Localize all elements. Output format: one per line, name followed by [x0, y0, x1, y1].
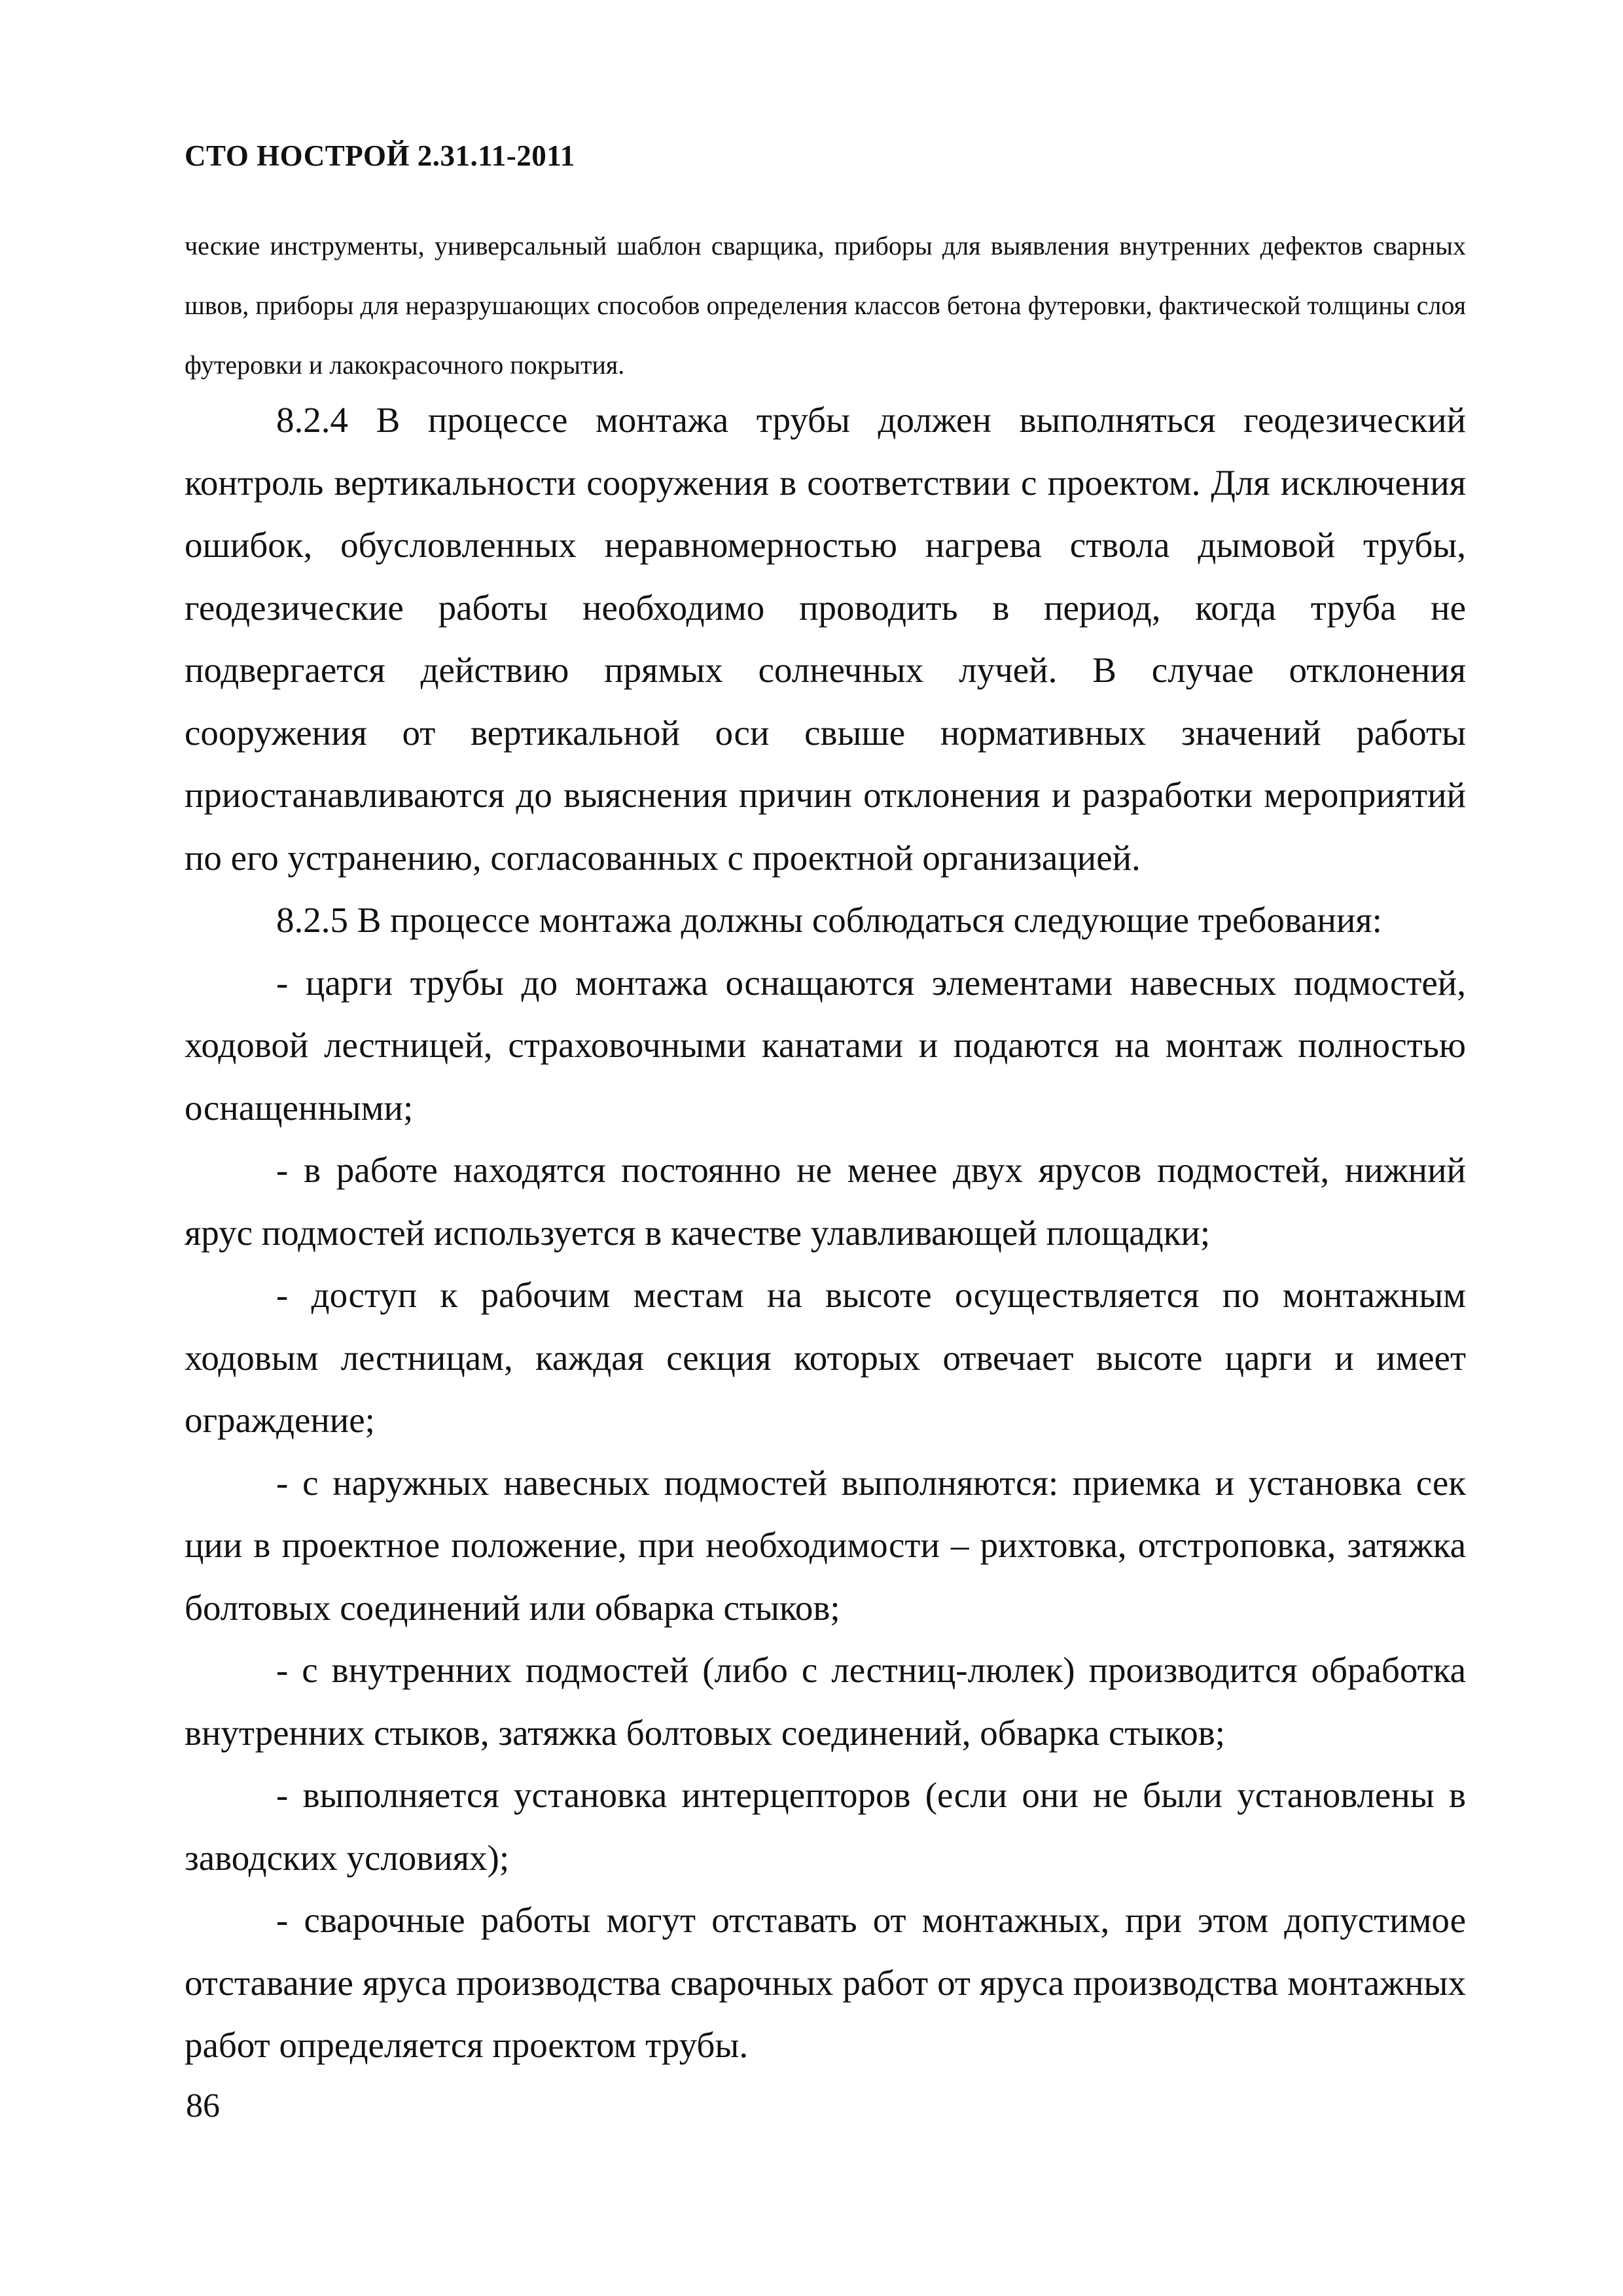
- list-item: - доступ к рабочим местам на высоте осуществляется по монтажным ходовым лестницам, каждая секция которых отвечает высоте царги и имеет ограждение;: [185, 1275, 1466, 1440]
- list-item: - царги трубы до монтажа оснащаются элементами навесных подмостей, ходовой лестницей, страховочными канатами и подаются на монтаж полностью оснащенными;: [185, 962, 1466, 1128]
- page-number: 86: [186, 2087, 220, 2125]
- continuation-paragraph: ческие инструменты, универсальный шаблон сварщика, приборы для выявления внутренних дефектов сварных швов, приборы для неразрушающих способов определения классов бетона футеровки, фактической толщины слоя футеровки и лакокрасочного покрытия.: [185, 231, 1466, 380]
- paragraph-8-2-4: 8.2.4 В процессе монтажа трубы должен выполняться геодезический контроль вертикальности сооружения в соответствии с проектом. Для исключения ошибок, обусловленных неравномерностью нагрева ствола дымовой трубы, геодезические работы необходимо проводить в период, когда труба не подвергается действию прямых солнечных лучей. В случае отклонения сооружения от вертикальной оси свыше нормативных значений работы приостанавливаются до выяснения причин отклонения и разработки мероприятий по его устранению, согласованных с проектной организацией.: [185, 400, 1466, 878]
- body-text: [185, 389, 1466, 2077]
- list-item: - с наружных навесных подмостей выполняются: приемка и установка сек ции в проектное положение, при необходимости – рихтовка, отстроповка, затяжка болтовых соединений или обварка стыков;: [185, 1462, 1466, 1628]
- paragraph-8-2-5: 8.2.5 В процессе монтажа должны соблюдаться следующие требования:: [276, 900, 1382, 940]
- document-header: СТО НОСТРОЙ 2.31.11-2011: [185, 139, 575, 172]
- list-item: - с внутренних подмостей (либо с лестниц-люлек) производится обработка внутренних стыков, затяжка болтовых соединений, обварка стыков;: [185, 1650, 1466, 1753]
- list-item: - сварочные работы могут отставать от монтажных, при этом допустимое отставание яруса производства сварочных работ от яруса производства монтажных работ определяется проектом трубы.: [185, 1900, 1466, 2065]
- list-item: - в работе находятся постоянно не менее двух ярусов подмостей, нижний ярус подмостей используется в качестве улавливающей площадки;: [185, 1150, 1466, 1253]
- list-item: - выполняется установка интерцепторов (если они не были установлены в заводских условиях);: [185, 1775, 1466, 1878]
